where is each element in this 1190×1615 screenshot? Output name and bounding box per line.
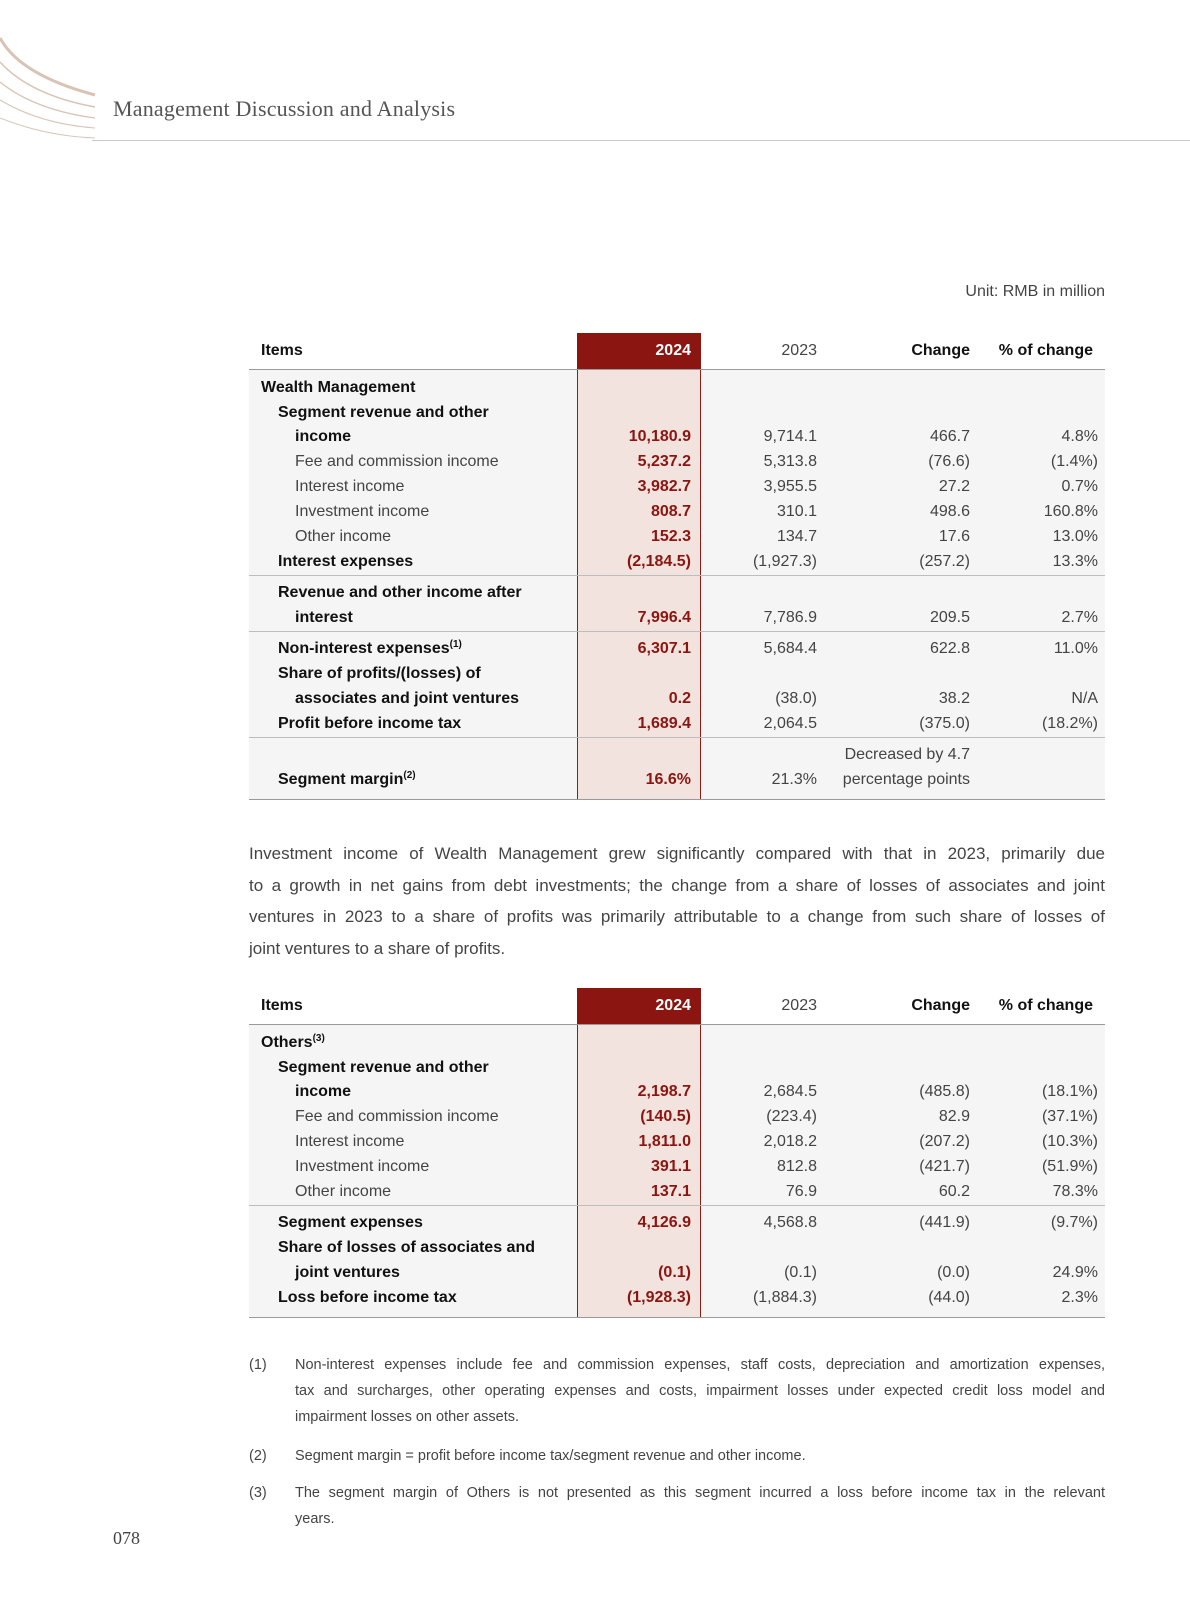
header-2023: 2023 xyxy=(781,997,817,1014)
row-label: Segment revenue and other xyxy=(278,1059,489,1076)
cell-2024: 5,237.2 xyxy=(637,453,691,470)
cell-2023: 7,786.9 xyxy=(763,609,817,626)
row-label: Profit before income tax xyxy=(278,715,462,732)
cell-2023: 134.7 xyxy=(776,528,817,545)
cell-2023: 21.3% xyxy=(771,771,817,788)
table-row xyxy=(249,767,1105,792)
paragraph-line: ventures in 2023 to a share of profits was primarily attributable to a change from such share of losses of xyxy=(249,907,1105,926)
cell-2023: 310.1 xyxy=(776,503,817,520)
cell-2024: 0.2 xyxy=(668,690,691,707)
cell-2023: 9,714.1 xyxy=(763,428,817,445)
cell-2024: (0.1) xyxy=(658,1264,691,1281)
table-row xyxy=(249,661,1105,686)
wealth-management-table xyxy=(249,333,1105,800)
cell-2024: 7,996.4 xyxy=(637,609,691,626)
cell-change: 17.6 xyxy=(938,528,970,545)
cell-2024: 6,307.1 xyxy=(637,640,691,657)
row-label: Segment expenses xyxy=(278,1214,423,1231)
header-change: Change xyxy=(911,997,970,1014)
row-label: associates and joint ventures xyxy=(295,690,520,707)
cell-2023: 2,684.5 xyxy=(763,1083,817,1100)
row-label: Fee and commission income xyxy=(295,453,499,470)
cell-2023: 5,313.8 xyxy=(763,453,817,470)
table-row xyxy=(249,1179,1105,1204)
cell-change: 209.5 xyxy=(929,609,970,626)
page-header-title: Management Discussion and Analysis xyxy=(113,96,456,121)
row-label: joint ventures xyxy=(295,1264,400,1281)
cell-change: (485.8) xyxy=(919,1083,970,1100)
table-row xyxy=(249,605,1105,630)
cell-change: 622.8 xyxy=(929,640,970,657)
cell-change: (44.0) xyxy=(928,1289,970,1306)
section-row xyxy=(249,375,1105,400)
section-row xyxy=(249,1030,1105,1055)
body-paragraph xyxy=(249,838,1105,964)
cell-2024: (140.5) xyxy=(640,1108,691,1125)
cell-pct: 24.9% xyxy=(1052,1264,1098,1281)
cell-pct: 78.3% xyxy=(1052,1183,1098,1200)
cell-2023: 2,018.2 xyxy=(763,1133,817,1150)
table-row xyxy=(249,636,1105,661)
table-row xyxy=(249,424,1105,449)
table-header-row xyxy=(249,333,1105,369)
header-items: Items xyxy=(261,342,303,359)
row-divider xyxy=(249,737,1105,738)
row-divider xyxy=(249,1205,1105,1206)
cell-pct: (51.9%) xyxy=(1041,1158,1098,1175)
section-label: Wealth Management xyxy=(261,379,416,396)
table-row xyxy=(249,1055,1105,1080)
table-row xyxy=(249,474,1105,499)
cell-change: 498.6 xyxy=(929,503,970,520)
cell-2024: 391.1 xyxy=(650,1158,691,1175)
header-2024: 2024 xyxy=(655,342,691,359)
cell-change: 82.9 xyxy=(938,1108,970,1125)
cell-change: (375.0) xyxy=(919,715,970,732)
cell-2023: 5,684.4 xyxy=(763,640,817,657)
table-row xyxy=(249,1210,1105,1235)
cell-2023: (38.0) xyxy=(775,690,817,707)
header-change: Change xyxy=(911,342,970,359)
row-label: income xyxy=(295,1083,352,1100)
cell-2024: 2,198.7 xyxy=(637,1083,691,1100)
cell-2024: 137.1 xyxy=(650,1183,691,1200)
cell-2024: (1,928.3) xyxy=(626,1289,691,1306)
row-label: Other income xyxy=(295,528,392,545)
cell-change: (421.7) xyxy=(919,1158,970,1175)
cell-2023: 4,568.8 xyxy=(763,1214,817,1231)
footnote-number: (2) xyxy=(249,1448,267,1464)
table-row xyxy=(249,1104,1105,1129)
table-row xyxy=(249,1154,1105,1179)
footnote-line: Non-interest expenses include fee and commission expenses, staff costs, depreciation and amortization expenses, xyxy=(295,1357,1105,1373)
cell-change: (207.2) xyxy=(919,1133,970,1150)
row-label: Share of losses of associates and xyxy=(278,1239,535,1256)
table-bottom-rule xyxy=(249,799,1105,800)
cell-2023: 3,955.5 xyxy=(763,478,817,495)
cell-pct: (18.1%) xyxy=(1041,1083,1098,1100)
cell-pct: 4.8% xyxy=(1061,428,1098,445)
table-row xyxy=(249,1285,1105,1310)
cell-change: (0.0) xyxy=(937,1264,970,1281)
cell-2024: 152.3 xyxy=(650,528,691,545)
header-rule xyxy=(92,140,1190,141)
cell-2024: 16.6% xyxy=(645,771,691,788)
cell-2024: (2,184.5) xyxy=(626,553,691,570)
paragraph-line: joint ventures to a share of profits. xyxy=(249,938,506,958)
cell-pct: 2.7% xyxy=(1061,609,1098,626)
table-row xyxy=(249,499,1105,524)
cell-change: 60.2 xyxy=(938,1183,970,1200)
row-label: Other income xyxy=(295,1183,392,1200)
cell-2023: (1,927.3) xyxy=(752,553,817,570)
cell-change: 27.2 xyxy=(938,478,970,495)
row-label: income xyxy=(295,428,352,445)
cell-2024: 1,689.4 xyxy=(637,715,691,732)
cell-change: percentage points xyxy=(842,771,970,788)
cell-pct: 0.7% xyxy=(1061,478,1098,495)
header-pct-change: % of change xyxy=(998,997,1093,1014)
table-row xyxy=(249,1129,1105,1154)
table-row xyxy=(249,549,1105,574)
header-pct-change: % of change xyxy=(998,342,1093,359)
row-label: Non-interest expenses$^{(1)}$ xyxy=(278,639,462,657)
cell-pct: N/A xyxy=(1071,690,1098,707)
cell-2023: 76.9 xyxy=(785,1183,817,1200)
cell-change: (257.2) xyxy=(919,553,970,570)
header-arc-decoration xyxy=(0,0,110,145)
cell-2024: 4,126.9 xyxy=(637,1214,691,1231)
cell-2023: 812.8 xyxy=(776,1158,817,1175)
table-row xyxy=(249,686,1105,711)
cell-pct: 2.3% xyxy=(1061,1289,1098,1306)
table-row xyxy=(249,1235,1105,1260)
row-label: Segment margin$^{(2)}$ xyxy=(278,770,416,788)
cell-pct: 160.8% xyxy=(1043,503,1098,520)
header-items: Items xyxy=(261,997,303,1014)
cell-2023: 2,064.5 xyxy=(763,715,817,732)
cell-change: 38.2 xyxy=(938,690,970,707)
cell-pct: (37.1%) xyxy=(1041,1108,1098,1125)
row-label: Share of profits/(losses) of xyxy=(278,665,481,682)
unit-label: Unit: RMB in million xyxy=(965,283,1105,300)
cell-pct: 13.0% xyxy=(1052,528,1098,545)
footnote-number: (3) xyxy=(249,1485,267,1501)
cell-2024: 3,982.7 xyxy=(637,478,691,495)
row-label: interest xyxy=(295,609,353,626)
cell-pct: (10.3%) xyxy=(1041,1133,1098,1150)
header-rule xyxy=(249,1024,1105,1025)
row-label: Loss before income tax xyxy=(278,1289,457,1306)
footnote-line: impairment losses on other assets. xyxy=(295,1409,520,1425)
table-row xyxy=(249,1079,1105,1104)
cell-pct: 11.0% xyxy=(1053,640,1098,657)
footnote-line: The segment margin of Others is not presented as this segment incurred a loss before income tax in the relevant xyxy=(295,1485,1105,1501)
cell-pct: (18.2%) xyxy=(1041,715,1098,732)
cell-change: 466.7 xyxy=(929,428,970,445)
table-bottom-rule xyxy=(249,1317,1105,1318)
page-number: 078 xyxy=(113,1528,140,1548)
cell-2024: 10,180.9 xyxy=(628,428,691,445)
paragraph-line: to a growth in net gains from debt investments; the change from a share of losses of associates and joint xyxy=(249,875,1105,895)
table-row xyxy=(249,524,1105,549)
cell-2023: (0.1) xyxy=(784,1264,817,1281)
row-label: Interest income xyxy=(295,478,405,495)
cell-2023: (1,884.3) xyxy=(752,1289,817,1306)
header-rule xyxy=(249,369,1105,370)
header-2024: 2024 xyxy=(655,997,691,1014)
row-divider xyxy=(249,631,1105,632)
cell-2024: 808.7 xyxy=(650,503,691,520)
cell-change: (76.6) xyxy=(928,453,970,470)
table-header-row xyxy=(249,988,1105,1024)
footnote-2 xyxy=(249,1443,1105,1469)
table-row xyxy=(249,711,1105,736)
table-row xyxy=(249,742,1105,767)
cell-pct: 13.3% xyxy=(1052,553,1098,570)
row-label: Revenue and other income after xyxy=(278,584,522,601)
table-row xyxy=(249,1260,1105,1285)
table-row xyxy=(249,449,1105,474)
footnote-3 xyxy=(249,1480,1105,1532)
row-label: Fee and commission income xyxy=(295,1108,499,1125)
header-2023: 2023 xyxy=(781,342,817,359)
row-label: Interest expenses xyxy=(278,553,414,570)
row-label: Segment revenue and other xyxy=(278,404,489,421)
others-table xyxy=(249,988,1105,1318)
cell-2023: (223.4) xyxy=(766,1108,817,1125)
cell-2024: 1,811.0 xyxy=(638,1133,691,1150)
row-label: Investment income xyxy=(295,1158,430,1175)
footnote-line: Segment margin = profit before income tax/segment revenue and other income. xyxy=(295,1448,806,1464)
row-label: Investment income xyxy=(295,503,430,520)
cell-change: Decreased by 4.7 xyxy=(844,746,970,763)
table-row xyxy=(249,580,1105,605)
footnote-line: years. xyxy=(295,1511,335,1527)
cell-pct: (9.7%) xyxy=(1050,1214,1098,1231)
paragraph-line: Investment income of Wealth Management grew significantly compared with that in 2023, primarily due xyxy=(249,844,1105,863)
section-label: Others$^{(3)}$ xyxy=(261,1033,325,1051)
cell-pct: (1.4%) xyxy=(1050,453,1098,470)
row-divider xyxy=(249,575,1105,576)
footnote-1 xyxy=(249,1352,1105,1430)
footnote-number: (1) xyxy=(249,1357,267,1373)
cell-change: (441.9) xyxy=(919,1214,970,1231)
row-label: Interest income xyxy=(295,1133,405,1150)
footnote-line: tax and surcharges, other operating expenses and costs, impairment losses under expected credit loss model and xyxy=(295,1383,1105,1399)
table-row xyxy=(249,400,1105,425)
